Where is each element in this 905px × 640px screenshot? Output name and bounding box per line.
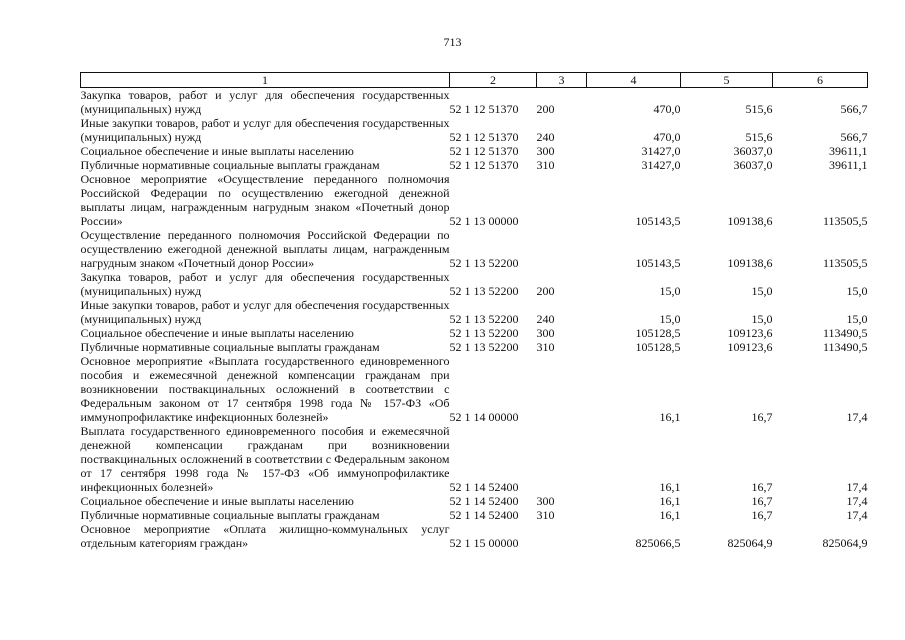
row-expense-type: 240 — [536, 312, 555, 326]
row-code: 52 1 13 00000 — [449, 214, 519, 228]
row-value-2: 16,7 — [751, 508, 773, 522]
row-code: 52 1 13 52200 — [449, 326, 519, 340]
row-value-3: 566,7 — [840, 102, 868, 116]
row-expense-type: 300 — [536, 144, 555, 158]
row-value-3: 17,4 — [846, 410, 868, 424]
row-expense-type: 310 — [536, 340, 555, 354]
column-header: 2 — [450, 73, 537, 88]
row-code: 52 1 12 51370 — [449, 102, 519, 116]
column-header: 3 — [537, 73, 587, 88]
row-expense-type: 300 — [536, 494, 555, 508]
row-value-1: 470,0 — [653, 130, 681, 144]
column-header: 4 — [587, 73, 681, 88]
row-value-3: 113505,5 — [822, 214, 868, 228]
row-name: Социальное обеспечение и иные выплаты населению — [80, 326, 354, 340]
row-code: 52 1 14 52400 — [449, 508, 519, 522]
row-value-3: 39611,1 — [828, 158, 868, 172]
table-row — [81, 326, 868, 340]
column-header: 1 — [81, 73, 450, 88]
row-value-3: 17,4 — [846, 480, 868, 494]
row-value-2: 36037,0 — [733, 158, 773, 172]
row-value-1: 105143,5 — [635, 214, 681, 228]
row-value-3: 17,4 — [846, 508, 868, 522]
row-name: Публичные нормативные социальные выплаты гражданам — [80, 158, 380, 172]
row-expense-type — [537, 424, 587, 494]
table-row — [81, 522, 868, 550]
row-value-1: 16,1 — [659, 480, 681, 494]
row-value-3: 39611,1 — [828, 144, 868, 158]
row-value-1: 31427,0 — [641, 158, 681, 172]
row-value-3: 113490,5 — [822, 340, 868, 354]
budget-table — [80, 72, 868, 550]
table-row — [81, 228, 868, 270]
row-value-2: 109138,6 — [727, 256, 773, 270]
row-code: 52 1 12 51370 — [449, 130, 519, 144]
table-row — [81, 158, 868, 172]
row-value-3: 113490,5 — [822, 326, 868, 340]
row-code: 52 1 13 52200 — [449, 284, 519, 298]
row-value-2: 825064,9 — [727, 536, 773, 550]
row-value-2: 109123,6 — [727, 326, 773, 340]
row-expense-type: 240 — [536, 130, 555, 144]
row-expense-type: 310 — [536, 158, 555, 172]
row-name: Закупка товаров, работ и услуг для обеспечения государственных (муниципальных) нужд — [80, 88, 450, 116]
row-value-1: 16,1 — [659, 508, 681, 522]
row-value-3: 113505,5 — [822, 256, 868, 270]
row-expense-type — [537, 228, 587, 270]
table-row — [81, 270, 868, 298]
row-expense-type — [537, 172, 587, 228]
row-name: Основное мероприятие «Выплата государственного единовременного пособия и ежемесячной денежной компенсации гражданам при возникновении поствакцинальных осложнений в соответствии с Федеральным законом от 17 сентября 1998 года № 157-ФЗ «Об иммунопрофилактике инфекционных болезней» — [80, 354, 450, 424]
row-expense-type: 200 — [536, 284, 555, 298]
row-name: Закупка товаров, работ и услуг для обеспечения государственных (муниципальных) нужд — [80, 270, 450, 298]
row-name: Социальное обеспечение и иные выплаты населению — [80, 494, 354, 508]
row-name: Публичные нормативные социальные выплаты гражданам — [80, 508, 380, 522]
row-value-1: 16,1 — [659, 410, 681, 424]
row-name: Осуществление переданного полномочия Российской Федерации по осуществлению ежегодной денежной выплаты лицам, награжденным нагрудным знаком «Почетный донор России» — [80, 228, 450, 270]
row-expense-type — [537, 522, 587, 550]
row-expense-type: 200 — [536, 102, 555, 116]
row-value-2: 36037,0 — [733, 144, 773, 158]
row-code: 52 1 13 52200 — [449, 340, 519, 354]
row-value-1: 15,0 — [659, 312, 681, 326]
table-row — [81, 494, 868, 508]
table-row — [81, 144, 868, 158]
row-name: Основное мероприятие «Оплата жилищно-коммунальных услуг отдельным категориям граждан» — [80, 522, 450, 550]
row-code: 52 1 13 52200 — [449, 256, 519, 270]
row-code: 52 1 15 00000 — [449, 536, 519, 550]
row-code: 52 1 14 52400 — [449, 480, 519, 494]
row-value-3: 825064,9 — [822, 536, 868, 550]
row-value-1: 825066,5 — [635, 536, 681, 550]
row-code: 52 1 12 51370 — [449, 144, 519, 158]
page-number: 713 — [443, 35, 462, 49]
row-value-2: 16,7 — [751, 494, 773, 508]
row-value-2: 515,6 — [745, 102, 773, 116]
row-value-3: 17,4 — [846, 494, 868, 508]
row-name: Социальное обеспечение и иные выплаты населению — [80, 144, 354, 158]
table-row — [81, 298, 868, 326]
row-value-2: 16,7 — [751, 480, 773, 494]
row-value-2: 109138,6 — [727, 214, 773, 228]
row-value-2: 15,0 — [751, 284, 773, 298]
row-value-1: 15,0 — [659, 284, 681, 298]
table-row — [81, 340, 868, 354]
row-code: 52 1 14 52400 — [449, 494, 519, 508]
row-name: Иные закупки товаров, работ и услуг для обеспечения государственных (муниципальных) нужд — [80, 116, 450, 144]
row-value-1: 470,0 — [653, 102, 681, 116]
table-row — [81, 424, 868, 494]
row-expense-type: 310 — [536, 508, 555, 522]
row-value-3: 566,7 — [840, 130, 868, 144]
row-name: Публичные нормативные социальные выплаты гражданам — [80, 340, 380, 354]
row-value-2: 515,6 — [745, 130, 773, 144]
row-value-1: 16,1 — [659, 494, 681, 508]
row-value-2: 109123,6 — [727, 340, 773, 354]
row-value-1: 105143,5 — [635, 256, 681, 270]
row-value-3: 15,0 — [846, 312, 868, 326]
row-code: 52 1 12 51370 — [449, 158, 519, 172]
row-value-1: 105128,5 — [635, 326, 681, 340]
row-expense-type: 300 — [536, 326, 555, 340]
row-value-1: 31427,0 — [641, 144, 681, 158]
table-row — [81, 88, 868, 117]
row-name: Выплата государственного единовременного пособия и ежемесячной денежной компенсации гражданам при возникновении поствакцинальных осложнений в соответствии с Федеральным законом от 17 сентября 1998 года № 157-ФЗ «Об иммунопрофилактике инфекционных болезней» — [80, 424, 450, 494]
row-value-1: 105128,5 — [635, 340, 681, 354]
row-code: 52 1 14 00000 — [449, 410, 519, 424]
column-header: 5 — [681, 73, 773, 88]
column-header: 6 — [773, 73, 868, 88]
row-name: Основное мероприятие «Осуществление переданного полномочия Российской Федерации по осуществлению ежегодной денежной выплаты лицам, награжденным нагрудным знаком «Почетный донор России» — [80, 172, 450, 228]
table-row — [81, 354, 868, 424]
row-value-2: 16,7 — [751, 410, 773, 424]
table-row — [81, 116, 868, 144]
header-row — [81, 73, 868, 88]
row-value-2: 15,0 — [751, 312, 773, 326]
row-code: 52 1 13 52200 — [449, 312, 519, 326]
row-value-3: 15,0 — [846, 284, 868, 298]
row-expense-type — [537, 354, 587, 424]
table-row — [81, 508, 868, 522]
table-row — [81, 172, 868, 228]
row-name: Иные закупки товаров, работ и услуг для обеспечения государственных (муниципальных) нужд — [80, 298, 450, 326]
